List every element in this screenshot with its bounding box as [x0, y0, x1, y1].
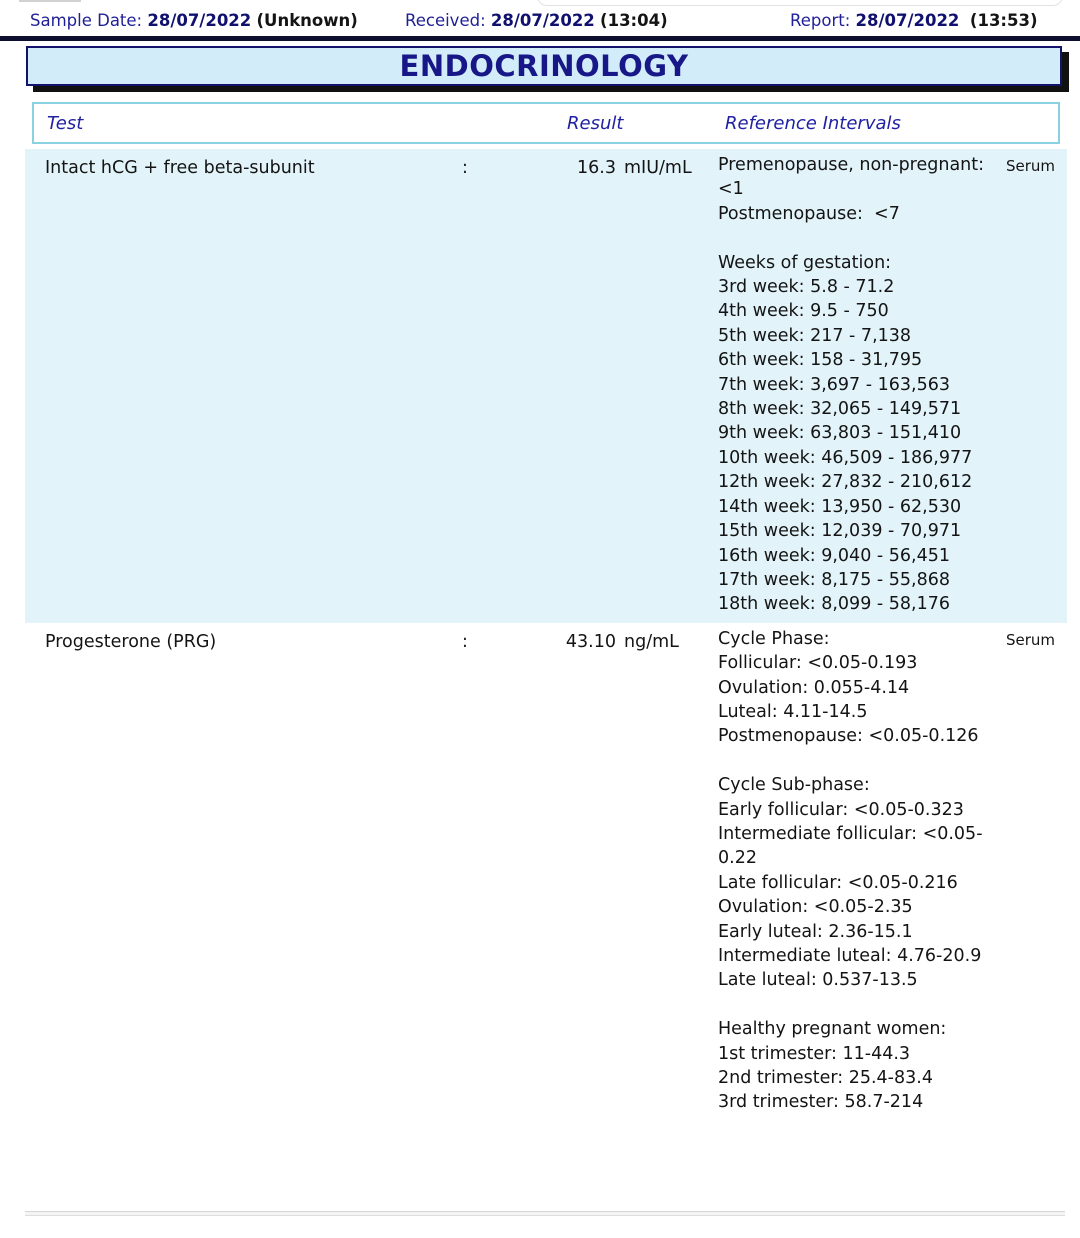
reference-line: <1	[718, 179, 744, 200]
reference-line: Luteal: 4.11-14.5	[718, 701, 868, 722]
reference-line: Postmenopause: <7	[718, 203, 900, 224]
reference-line: 17th week: 8,175 - 55,868	[718, 569, 950, 590]
reference-line: Early luteal: 2.36-15.1	[718, 921, 913, 942]
reference-lines	[718, 626, 1018, 1115]
result-separator: :	[462, 158, 468, 178]
received-extra: (13:04)	[600, 11, 668, 30]
reference-line: Late follicular: <0.05-0.216	[718, 872, 958, 893]
reference-line: 10th week: 46,509 - 186,977	[718, 447, 973, 468]
reference-lines	[718, 152, 1018, 617]
section-title: ENDOCRINOLOGY	[399, 49, 689, 83]
reference-line: Early follicular: <0.05-0.323	[718, 799, 964, 820]
results-rows	[0, 149, 1080, 1121]
reference-line: 2nd trimester: 25.4-83.4	[718, 1068, 933, 1089]
reference-line: 9th week: 63,803 - 151,410	[718, 423, 962, 444]
result-separator: :	[462, 631, 468, 652]
received-label: Received:	[405, 11, 486, 30]
section-divider-bar	[0, 36, 1080, 41]
reference-line: 7th week: 3,697 - 163,563	[718, 374, 950, 395]
report-value: 28/07/2022	[855, 11, 960, 30]
result-unit: ng/mL	[624, 631, 679, 652]
reference-line: 5th week: 217 - 7,138	[718, 325, 912, 346]
reference-line: Weeks of gestation:	[718, 252, 892, 273]
report-field	[790, 11, 1038, 30]
results-table-header	[32, 102, 1060, 144]
reference-line: Ovulation: 0.055-4.14	[718, 677, 910, 698]
reference-line: Late luteal: 0.537-13.5	[718, 970, 918, 991]
reference-line: Cycle Sub-phase:	[718, 775, 870, 796]
column-header-reference: Reference Intervals	[725, 113, 901, 134]
report-label: Report:	[790, 11, 851, 30]
test-name: Intact hCG + free beta-subunit	[45, 158, 315, 178]
reference-line: Intermediate follicular: <0.05-	[718, 823, 983, 844]
column-header-result: Result	[567, 113, 624, 134]
result-row	[25, 623, 1067, 1121]
reference-line: 6th week: 158 - 31,795	[718, 350, 923, 371]
reference-line: 1st trimester: 11-44.3	[718, 1043, 911, 1064]
reference-line: 14th week: 13,950 - 62,530	[718, 496, 962, 517]
reference-line: Postmenopause: <0.05-0.126	[718, 726, 979, 747]
reference-line: 12th week: 27,832 - 210,612	[718, 472, 973, 493]
sample-date-field	[30, 11, 358, 30]
reference-line: Healthy pregnant women:	[718, 1019, 947, 1040]
result-value: 16.3	[577, 158, 616, 178]
page-bottom-rule	[25, 1211, 1065, 1216]
reference-line: 16th week: 9,040 - 56,451	[718, 545, 950, 566]
received-field	[405, 11, 668, 30]
received-value: 28/07/2022	[490, 11, 595, 30]
result-unit: mIU/mL	[624, 158, 692, 178]
result-value: 43.10	[565, 631, 616, 652]
specimen-type: Serum	[1005, 630, 1055, 649]
reference-line: 0.22	[718, 848, 757, 869]
sample-date-extra: (Unknown)	[256, 11, 358, 30]
reference-line: 3rd week: 5.8 - 71.2	[718, 277, 895, 298]
reference-line: Follicular: <0.05-0.193	[718, 653, 918, 674]
sample-date-value: 28/07/2022	[147, 11, 252, 30]
reference-line: 15th week: 12,039 - 70,971	[718, 521, 962, 542]
column-header-test: Test	[47, 113, 84, 134]
reference-line: 3rd trimester: 58.7-214	[718, 1092, 924, 1113]
section-banner	[26, 46, 1062, 86]
reference-line: Premenopause, non-pregnant:	[718, 155, 985, 175]
report-extra: (13:53)	[969, 11, 1038, 30]
specimen-type: Serum	[1005, 157, 1055, 175]
reference-line: 4th week: 9.5 - 750	[718, 301, 889, 322]
reference-line: Ovulation: <0.05-2.35	[718, 897, 913, 918]
sample-date-label: Sample Date:	[30, 11, 143, 30]
report-meta-header	[0, 0, 1080, 36]
reference-line: Intermediate luteal: 4.76-20.9	[718, 946, 982, 966]
reference-line: Cycle Phase:	[718, 628, 830, 649]
reference-line	[718, 749, 1018, 773]
reference-line	[718, 993, 1018, 1017]
reference-line: 18th week: 8,099 - 58,176	[718, 594, 950, 615]
reference-line	[718, 226, 1018, 250]
reference-line: 8th week: 32,065 - 149,571	[718, 399, 962, 420]
test-name: Progesterone (PRG)	[45, 631, 217, 652]
result-row	[25, 149, 1067, 623]
